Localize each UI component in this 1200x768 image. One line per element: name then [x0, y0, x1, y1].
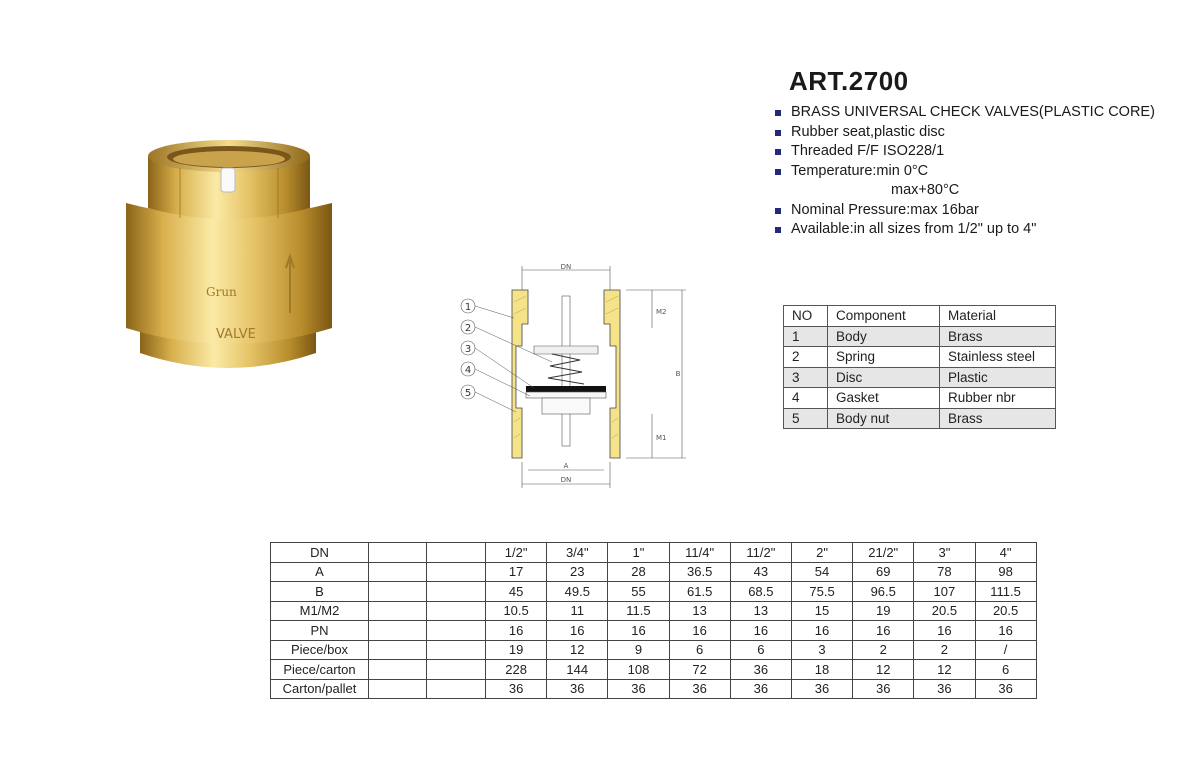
size-value-cell: 28 — [608, 562, 669, 582]
component-material: Brass — [940, 408, 1056, 429]
bullet-square-icon — [775, 169, 781, 175]
size-value-cell: 3" — [914, 543, 975, 563]
callout-2 — [461, 320, 552, 362]
article-title: ART.2700 — [789, 66, 909, 96]
table-row — [784, 367, 1056, 388]
table-row — [784, 347, 1056, 368]
empty-cell — [427, 679, 486, 699]
svg-text:5: 5 — [464, 388, 472, 399]
dim-dn-bottom: DN — [560, 476, 572, 484]
size-value-cell: 36 — [730, 660, 791, 680]
component-no: 3 — [784, 367, 828, 388]
dim-m2: M2 — [656, 308, 667, 316]
empty-cell — [427, 543, 486, 563]
size-value-cell: 2 — [853, 640, 914, 660]
size-value-cell: 36 — [853, 679, 914, 699]
callout-1 — [461, 299, 514, 318]
size-value-cell: 49.5 — [547, 582, 608, 602]
size-table — [270, 542, 1037, 699]
empty-cell — [369, 601, 427, 621]
size-value-cell: 61.5 — [669, 582, 730, 602]
table-row — [784, 388, 1056, 409]
size-value-cell: 107 — [914, 582, 975, 602]
size-value-cell: 1" — [608, 543, 669, 563]
spec-text: Threaded F/F ISO228/1 — [791, 143, 945, 159]
bullet-square-icon — [775, 130, 781, 136]
row-label: DN — [271, 543, 369, 563]
size-value-cell: 16 — [791, 621, 852, 641]
component-no: 1 — [784, 326, 828, 347]
table-row — [784, 408, 1056, 429]
dim-dn-top: DN — [560, 263, 572, 271]
size-value-cell: 9 — [608, 640, 669, 660]
spec-text: Available:in all sizes from 1/2" up to 4" — [791, 221, 1037, 237]
size-value-cell: 36.5 — [669, 562, 730, 582]
header-material: Material — [940, 306, 1056, 327]
empty-cell — [369, 543, 427, 563]
empty-cell — [427, 621, 486, 641]
size-value-cell: 11/4" — [669, 543, 730, 563]
size-value-cell: 21/2" — [853, 543, 914, 563]
size-value-cell: 36 — [608, 679, 669, 699]
size-value-cell: / — [975, 640, 1036, 660]
size-value-cell: 75.5 — [791, 582, 852, 602]
component-no: 2 — [784, 347, 828, 368]
spec-item — [775, 142, 1185, 162]
size-value-cell: 11/2" — [730, 543, 791, 563]
size-value-cell: 2" — [791, 543, 852, 563]
size-value-cell: 144 — [547, 660, 608, 680]
size-value-cell: 20.5 — [914, 601, 975, 621]
spec-text: BRASS UNIVERSAL CHECK VALVES(PLASTIC CORE) — [791, 104, 1155, 120]
table-row — [271, 621, 1037, 641]
size-value-cell: 19 — [853, 601, 914, 621]
size-value-cell: 4" — [975, 543, 1036, 563]
empty-cell — [427, 640, 486, 660]
size-value-cell: 36 — [730, 679, 791, 699]
size-value-cell: 18 — [791, 660, 852, 680]
size-value-cell: 6 — [669, 640, 730, 660]
valve-product-photo — [118, 138, 340, 378]
engraving-valve: VALVE — [216, 327, 256, 342]
size-value-cell: 54 — [791, 562, 852, 582]
table-row — [271, 640, 1037, 660]
header-no: NO — [784, 306, 828, 327]
size-value-cell: 12 — [853, 660, 914, 680]
size-value-cell: 2 — [914, 640, 975, 660]
row-label: A — [271, 562, 369, 582]
size-value-cell: 36 — [669, 679, 730, 699]
component-name: Body — [828, 326, 940, 347]
size-value-cell: 10.5 — [486, 601, 547, 621]
size-value-cell: 11 — [547, 601, 608, 621]
spec-text: Rubber seat,plastic disc — [791, 123, 945, 140]
svg-text:2: 2 — [464, 323, 472, 334]
empty-cell — [369, 582, 427, 602]
size-value-cell: 16 — [914, 621, 975, 641]
spec-item — [775, 201, 1185, 221]
component-name: Body nut — [828, 408, 940, 429]
size-value-cell: 55 — [608, 582, 669, 602]
row-label: M1/M2 — [271, 601, 369, 621]
dim-m1: M1 — [656, 434, 667, 442]
size-value-cell: 68.5 — [730, 582, 791, 602]
size-value-cell: 111.5 — [975, 582, 1036, 602]
spec-item — [775, 162, 1185, 182]
row-label: Piece/box — [271, 640, 369, 660]
svg-text:4: 4 — [464, 365, 472, 376]
size-value-cell: 11.5 — [608, 601, 669, 621]
component-no: 4 — [784, 388, 828, 409]
component-table — [783, 305, 1056, 429]
size-value-cell: 78 — [914, 562, 975, 582]
size-value-cell: 69 — [853, 562, 914, 582]
size-value-cell: 23 — [547, 562, 608, 582]
svg-text:1: 1 — [464, 302, 472, 313]
table-row — [271, 601, 1037, 621]
header-component: Component — [828, 306, 940, 327]
size-value-cell: 15 — [791, 601, 852, 621]
empty-cell — [369, 562, 427, 582]
size-value-cell: 16 — [853, 621, 914, 641]
size-value-cell: 36 — [547, 679, 608, 699]
table-row — [271, 543, 1037, 563]
size-value-cell: 36 — [791, 679, 852, 699]
size-value-cell: 13 — [669, 601, 730, 621]
size-value-cell: 13 — [730, 601, 791, 621]
size-value-cell: 3 — [791, 640, 852, 660]
table-row — [271, 562, 1037, 582]
dim-a: A — [563, 462, 569, 470]
row-label: Carton/pallet — [271, 679, 369, 699]
engraving-brand: Grun — [206, 285, 237, 299]
callout-5 — [461, 385, 516, 412]
size-value-cell: 17 — [486, 562, 547, 582]
table-row — [271, 660, 1037, 680]
table-row — [271, 679, 1037, 699]
empty-cell — [427, 562, 486, 582]
callout-3 — [461, 341, 534, 388]
bullet-square-icon — [775, 110, 781, 116]
size-value-cell: 16 — [730, 621, 791, 641]
row-label: Piece/carton — [271, 660, 369, 680]
row-label: PN — [271, 621, 369, 641]
empty-cell — [369, 660, 427, 680]
spec-text: max+80°C — [891, 182, 960, 198]
size-value-cell: 19 — [486, 640, 547, 660]
size-value-cell: 96.5 — [853, 582, 914, 602]
spec-item — [775, 181, 1185, 201]
component-no: 5 — [784, 408, 828, 429]
size-value-cell: 16 — [486, 621, 547, 641]
size-value-cell: 12 — [547, 640, 608, 660]
empty-cell — [427, 601, 486, 621]
size-value-cell: 98 — [975, 562, 1036, 582]
component-name: Gasket — [828, 388, 940, 409]
size-value-cell: 36 — [914, 679, 975, 699]
bullet-square-icon — [775, 208, 781, 214]
size-value-cell: 228 — [486, 660, 547, 680]
size-value-cell: 3/4" — [547, 543, 608, 563]
size-value-cell: 108 — [608, 660, 669, 680]
cross-section-diagram — [456, 262, 696, 494]
component-material: Stainless steel — [940, 347, 1056, 368]
size-value-cell: 43 — [730, 562, 791, 582]
spec-item — [775, 220, 1185, 240]
component-table-header — [784, 306, 1056, 327]
size-value-cell: 45 — [486, 582, 547, 602]
size-value-cell: 72 — [669, 660, 730, 680]
spec-text: Nominal Pressure:max 16bar — [791, 201, 979, 218]
component-material: Brass — [940, 326, 1056, 347]
size-value-cell: 20.5 — [975, 601, 1036, 621]
component-name: Disc — [828, 367, 940, 388]
empty-cell — [427, 582, 486, 602]
product-header — [775, 66, 1185, 240]
size-value-cell: 16 — [547, 621, 608, 641]
row-label: B — [271, 582, 369, 602]
size-value-cell: 12 — [914, 660, 975, 680]
empty-cell — [369, 640, 427, 660]
size-value-cell: 16 — [669, 621, 730, 641]
component-name: Spring — [828, 347, 940, 368]
spec-item — [775, 103, 1185, 123]
table-row — [784, 326, 1056, 347]
bullet-square-icon — [775, 149, 781, 155]
svg-text:3: 3 — [464, 344, 472, 355]
component-material: Rubber nbr — [940, 388, 1056, 409]
size-value-cell: 36 — [486, 679, 547, 699]
size-value-cell: 1/2" — [486, 543, 547, 563]
dim-b: B — [675, 370, 681, 378]
size-value-cell: 6 — [975, 660, 1036, 680]
component-material: Plastic — [940, 367, 1056, 388]
size-value-cell: 36 — [975, 679, 1036, 699]
size-value-cell: 6 — [730, 640, 791, 660]
table-row — [271, 582, 1037, 602]
bullet-square-icon — [775, 227, 781, 233]
callout-4 — [461, 362, 530, 396]
empty-cell — [427, 660, 486, 680]
size-value-cell: 16 — [975, 621, 1036, 641]
size-value-cell: 16 — [608, 621, 669, 641]
empty-cell — [369, 679, 427, 699]
spec-item — [775, 123, 1185, 143]
spec-text: Temperature:min 0°C — [791, 162, 929, 179]
spec-list — [775, 103, 1185, 240]
empty-cell — [369, 621, 427, 641]
